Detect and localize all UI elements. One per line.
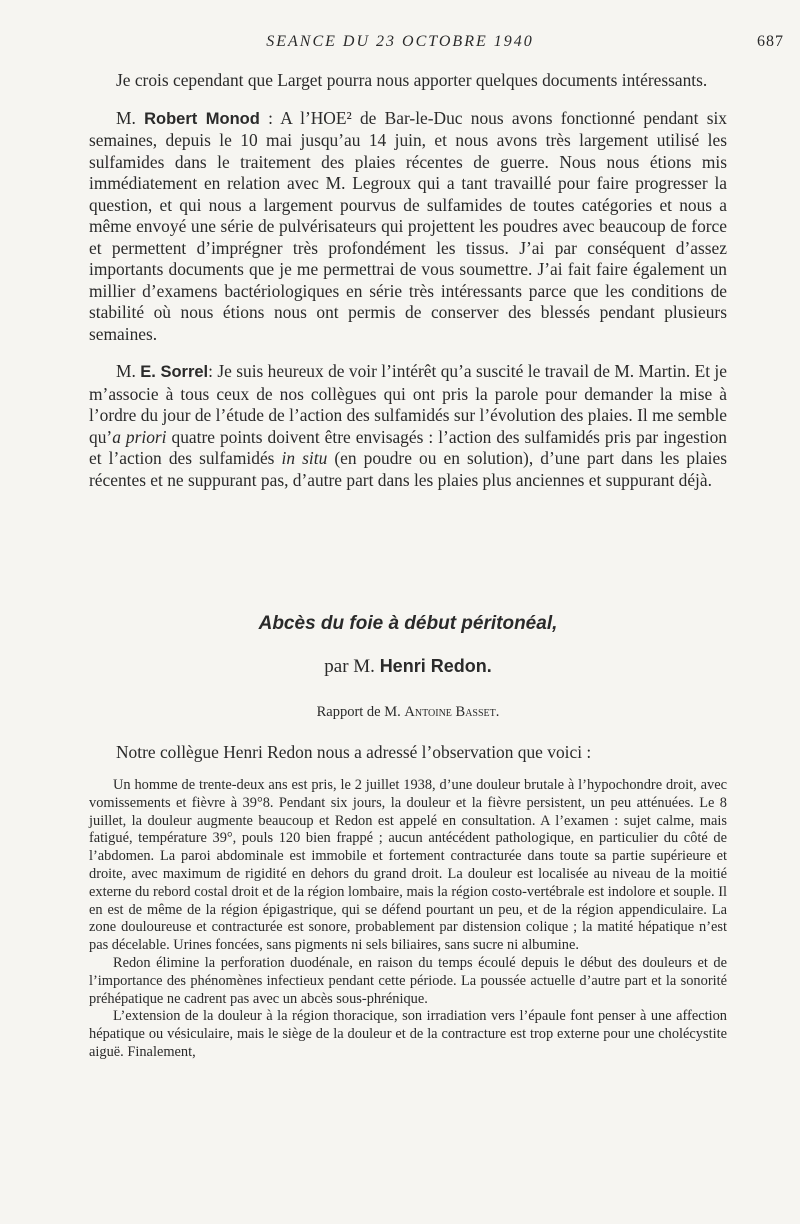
article-header bbox=[89, 613, 727, 635]
observation-block bbox=[89, 777, 727, 1062]
byline bbox=[89, 656, 727, 678]
italic-in-situ: in situ bbox=[281, 448, 328, 468]
discussion-block bbox=[89, 70, 727, 507]
paragraph-sorrel bbox=[89, 361, 727, 491]
rapporteur-name: Antoine Basset. bbox=[404, 704, 500, 720]
observation-paragraph-1: Un homme de trente-deux ans est pris, le 2 juillet 1938, d’une douleur brutale à l’hypochondre droit, avec vomissements et fièvre à 39°8. Pendant six jours, la douleur et la fièvre persistent, un peu atténuées. Le 8 juillet, la douleur augmente beaucoup et Redon est appelé en consultation. A l’examen : sujet calme, mais fatigué, température 39°, pouls 120 bien frappé ; aucun antécédent pathologique, en particulier du côté de l’abdomen. La paroi abdominale est immobile et fortement contracturée dans toute sa partie supérieure et droite, avec maximum de rigidité en dehors du grand droit. La douleur est localisée au niveau de la moitié externe du rebord costal droit et de la région lombaire, mais la région costo-vertébrale est indolore et souple. Il en est de même de la région épigastrique, qui se défend pourtant un peu, et de la région appendiculaire. La zone douloureuse et contracturée est sonore, probablement par distension colique ; la matité hépatique n’est pas décelable. Urines foncées, sans pigments ni sels biliaires, sans sucre ni albumine. bbox=[89, 777, 727, 954]
rapport-line bbox=[89, 704, 727, 721]
running-head: SEANCE DU 23 OCTOBRE 1940 bbox=[266, 33, 534, 50]
paragraph-sorrel-text-c: (en poudre ou en solution), d’une part dans les plaies récentes et ne suppurant pas, d’autre part dans les plaies plus anciennes et suppurant déjà. bbox=[89, 448, 727, 490]
speaker-name-sorrel: E. Sorrel bbox=[140, 363, 209, 381]
article-intro: Notre collègue Henri Redon nous a adressé l’observation que voici : bbox=[116, 742, 592, 762]
rapport-block bbox=[89, 704, 727, 721]
speaker-name-monod: Robert Monod bbox=[144, 109, 260, 128]
intro-block bbox=[89, 742, 727, 764]
rapport-prefix: Rapport de M. bbox=[316, 704, 405, 720]
byline-prefix: par M. bbox=[324, 656, 380, 677]
paragraph-monod bbox=[89, 108, 727, 346]
observation-paragraph-3: L’extension de la douleur à la région thoracique, son irradiation vers l’épaule font penser à une affection hépatique ou vésiculaire, mais le siège de la douleur et de la contracture est trop externe pour une cholécystite aiguë. Finalement, bbox=[89, 1008, 727, 1060]
paragraph-larget: Je crois cependant que Larget pourra nous apporter quelques documents intéressants. bbox=[116, 70, 708, 90]
page-number: 687 bbox=[757, 33, 784, 50]
speaker-prefix: M. bbox=[116, 107, 145, 128]
paragraph-sorrel-text-a: : Je suis heureux de voir l’intérêt qu’a suscité le travail de M. Martin. Et je m’associe à tous ceux de nos collègues qui ont pris la parole pour demander la mise à l’ordre du jour de l’étude de l’action des sulfamidés sur l’évolution des plaies. Il me semble qu’ bbox=[89, 361, 727, 447]
author-name: Henri Redon. bbox=[379, 656, 492, 676]
byline-block bbox=[89, 656, 727, 678]
observation-paragraph-2: Redon élimine la perforation duodénale, en raison du temps écoulé depuis le début des douleurs et de l’importance des phénomènes infectieux pendant cette période. La poussée actuelle d’autre part et la sonorité préhépatique ne cadrent pas avec un abcès sous-phrénique. bbox=[89, 954, 727, 1007]
italic-a-priori: a priori bbox=[112, 426, 167, 447]
speaker-prefix: M. bbox=[116, 361, 141, 381]
paragraph-monod-text: : A l’HOE² de Bar-le-Duc nous avons fonctionné pendant six semaines, depuis le 10 mai jusqu’au 14 juin, et nous avons très largement utilisé les sulfamides dans le traitement des plaies récentes de guerre. Nous nous étions mis immédiatement en relation avec M. Legroux qui a tant travaillé pour faire progresser la question, et qui nous a largement pourvus de sulfamides de toutes catégories et nous a même envoyé une série de pulvérisateurs qui projettent les poudres avec beaucoup de force et permettent d’imprégner très profondément les tissus. J’ai par conséquent d’assez importants documents que je me permettrai de vous soumettre. J’ai fait faire également un millier d’examens bactériologiques en série très intéressants parce que les conditions de stabilité où nous étions nous ont permis de conserver des blessés pendant plusieurs semaines. bbox=[89, 107, 727, 344]
paragraph-sorrel-text-b: quatre points doivent être envisagés : l’action des sulfamidés pris par ingestion et l’action des sulfamidés bbox=[89, 426, 727, 468]
article-title: Abcès du foie à début péritonéal, bbox=[258, 613, 558, 634]
